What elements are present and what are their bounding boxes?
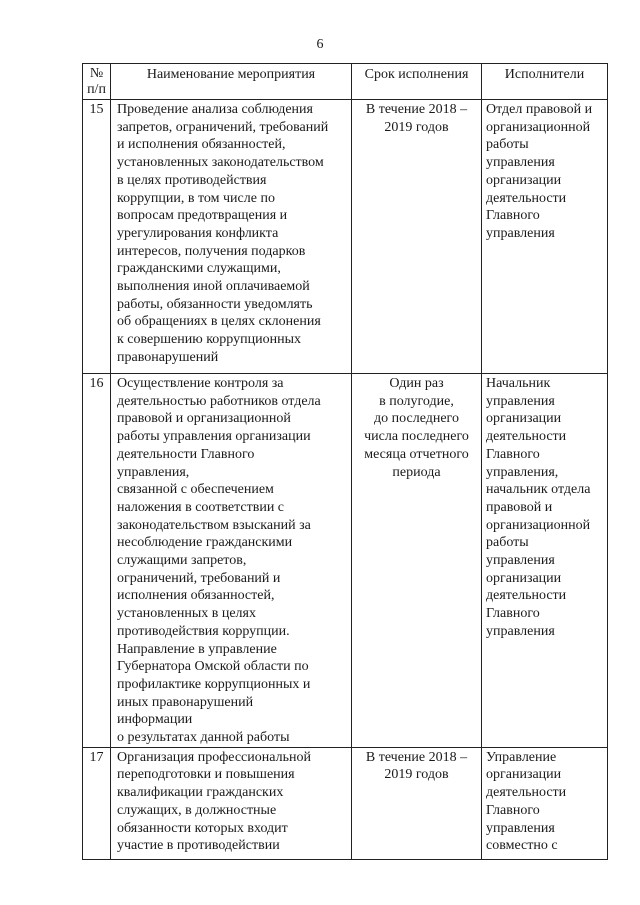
measure-executors-line: деятельности [486, 588, 567, 604]
measure-executors-line: Начальник [486, 376, 551, 391]
row-number: 15 [83, 100, 111, 374]
measure-executors-line: совместно с [486, 838, 558, 854]
measure-name-line: в целях противодействия [117, 172, 267, 188]
measure-name [111, 100, 352, 374]
measure-term [352, 100, 482, 374]
measure-name-line: и исполнения обязанностей, [117, 137, 286, 153]
measure-executors-line: деятельности [486, 429, 567, 445]
measure-executors-line: работы [486, 137, 529, 153]
measure-name-line: гражданскими служащими, [117, 261, 281, 277]
measure-term-line: числа последнего [364, 429, 469, 445]
measure-name-line: Направление в управление [117, 641, 277, 657]
measure-name-line: правовой и организационной [117, 411, 291, 427]
measure-name-line: иных правонарушений [117, 694, 254, 710]
measures-table [82, 63, 608, 860]
measure-name-line: профилактике коррупционных и [117, 676, 311, 692]
header-number-line1: № [89, 66, 104, 81]
page-number: 6 [316, 37, 324, 52]
measure-executors-line: начальник отдела [486, 482, 591, 498]
measure-name-line: Осуществление контроля за [117, 376, 284, 391]
measure-executors-line: правовой и [486, 499, 553, 515]
measure-executors-line: организационной [486, 517, 591, 533]
measure-executors-line: управления [486, 623, 555, 639]
measure-term-line: периода [392, 464, 441, 480]
measure-name-line: работы, обязанности уведомлять [117, 296, 313, 312]
measure-executors-line: управления [486, 553, 555, 569]
measure-name-line: управления, [117, 464, 190, 480]
measure-term [352, 747, 482, 859]
measure-name-line: правонарушений [117, 349, 219, 365]
measure-executors-line: Главного [486, 208, 540, 224]
measure-executors-line: организационной [486, 119, 591, 135]
measure-executors-line: управления [486, 225, 555, 241]
table-row [83, 100, 608, 374]
measure-executors-line: Главного [486, 606, 540, 622]
table-row [83, 374, 608, 748]
measure-term-line: до последнего [374, 411, 459, 427]
measure-term-line: в полугодие, [379, 393, 454, 409]
measure-name-line: исполнения обязанностей, [117, 588, 275, 604]
measure-name-line: Организация профессиональной [117, 749, 311, 765]
measure-name-line: квалификации гражданских [117, 785, 284, 801]
measure-name-line: переподготовки и повышения [117, 767, 295, 783]
measure-term-line: Один раз [389, 376, 444, 391]
measure-name-line: ограничений, требований и [117, 570, 281, 586]
header-number-line2: п/п [87, 82, 106, 97]
measure-name-line: установленных в целях [117, 606, 256, 622]
measure-name-line: деятельности Главного [117, 446, 255, 462]
measure-executors-line: Главного [486, 802, 540, 818]
measure-name-line: работы управления организации [117, 429, 311, 445]
measure-term-line: 2019 годов [384, 119, 449, 135]
measure-term-line: В течение 2018 – [365, 749, 468, 765]
measure-term [352, 374, 482, 748]
measure-executors-line: организации [486, 172, 562, 188]
measure-name-line: интересов, получения подарков [117, 243, 306, 259]
measure-executors-line: организации [486, 411, 562, 427]
measure-name-line: наложения в соответствии с [117, 499, 285, 515]
row-number: 17 [83, 747, 111, 859]
measure-name-line: о результатах данной работы [117, 730, 290, 746]
measure-name-line: установленных законодательством [117, 155, 324, 171]
measure-name-line: об обращениях в целях склонения [117, 314, 321, 330]
measure-executors-line: Главного [486, 446, 540, 462]
header-number [83, 64, 111, 100]
measure-executors-line: управления, [486, 464, 559, 480]
measure-executors-line: организации [486, 570, 562, 586]
measure-name-line: противодействия коррупции. [117, 623, 290, 639]
measure-executors-line: деятельности [486, 190, 567, 206]
measure-name-line: к совершению коррупционных [117, 332, 301, 348]
measure-executors-line: работы [486, 535, 529, 551]
measure-name-line: несоблюдение гражданскими [117, 535, 293, 551]
measure-term-line: В течение 2018 – [365, 102, 468, 117]
measure-executors-line: Отдел правовой и [486, 102, 593, 117]
measure-name-line: выполнения иной оплачиваемой [117, 279, 310, 295]
measure-executors-line: управления [486, 155, 555, 171]
measure-name-line: деятельностью работников отдела [117, 393, 321, 409]
measure-name-line: вопросам предотвращения и [117, 208, 288, 224]
measure-term-line: 2019 годов [384, 767, 449, 783]
measure-executors-line: деятельности [486, 785, 567, 801]
measure-name-line: запретов, ограничений, требований [117, 119, 329, 135]
header-executors: Исполнители [482, 64, 608, 100]
measure-name-line: служащих, в должностные [117, 802, 277, 818]
measure-executors-line: управления [486, 820, 555, 836]
measure-name-line: участие в противодействии [117, 838, 280, 854]
table-header-row [83, 64, 608, 100]
measure-name-line: Проведение анализа соблюдения [117, 102, 313, 117]
measure-name-line: законодательством взысканий за [117, 517, 311, 533]
header-name: Наименование мероприятия [111, 64, 352, 100]
measure-name-line: информации [117, 712, 193, 728]
measure-name-line: урегулирования конфликта [117, 225, 279, 241]
measure-executors-line: Управление [486, 749, 557, 765]
measure-name-line: коррупции, в том числе по [117, 190, 275, 206]
measure-executors [482, 374, 608, 748]
measure-executors-line: управления [486, 393, 555, 409]
measure-name-line: служащими запретов, [117, 553, 247, 569]
measure-name-line: связанной с обеспечением [117, 482, 274, 498]
measure-executors [482, 747, 608, 859]
measure-name [111, 374, 352, 748]
measure-executors [482, 100, 608, 374]
measure-term-line: месяца отчетного [364, 446, 469, 462]
table-row [83, 747, 608, 859]
measure-name [111, 747, 352, 859]
header-term: Срок исполнения [352, 64, 482, 100]
measure-executors-line: организации [486, 767, 562, 783]
measure-name-line: обязанности которых входит [117, 820, 288, 836]
row-number: 16 [83, 374, 111, 748]
measure-name-line: Губернатора Омской области по [117, 659, 309, 675]
